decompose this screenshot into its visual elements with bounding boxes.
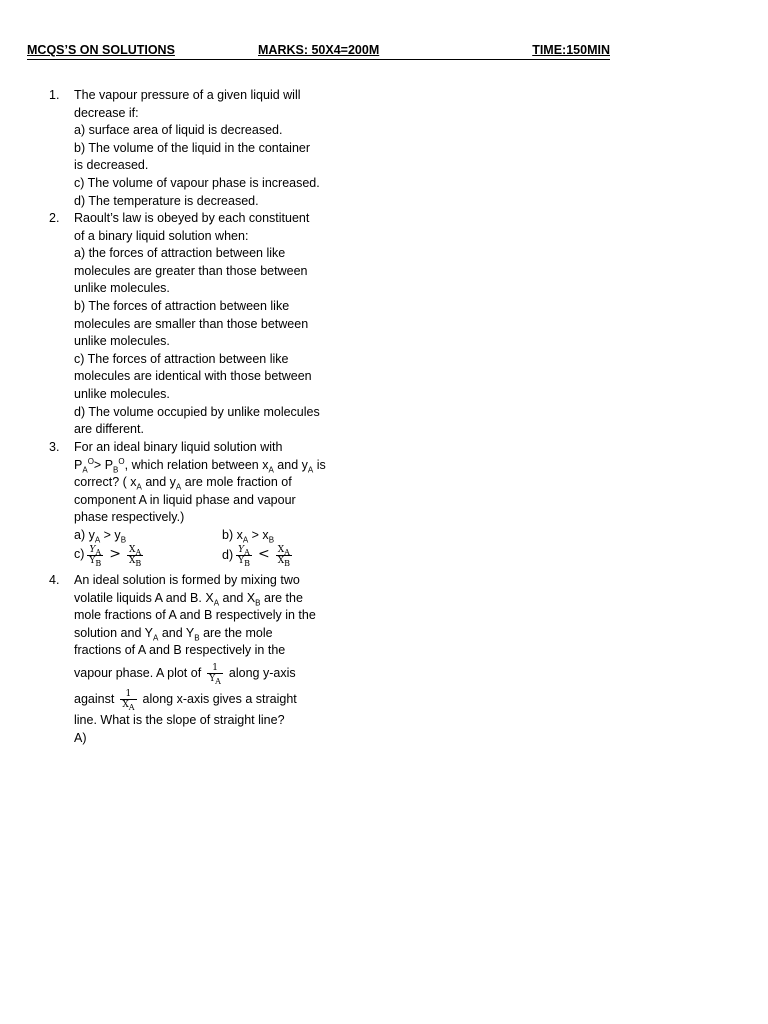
question-number: 2. (49, 211, 60, 225)
question-body (74, 210, 349, 439)
option-d: d) $\frac{Y_A}{Y_B}$ < $\frac{X_A}{X_B}$ (222, 544, 291, 568)
question-line: Raoult’s law is obeyed by each constituent (74, 211, 310, 225)
question-line: The vapour pressure of a given liquid will (74, 88, 301, 102)
option-b-cont: molecules are smaller than those between (74, 316, 309, 331)
question-body (74, 439, 349, 571)
option-d: d) The temperature is decreased. (74, 193, 259, 208)
option-b: b) $x_A > x_B$ (222, 527, 275, 545)
question-line: mole fractions of A and B respectively in the (74, 608, 316, 623)
option-d: d) The volume occupied by unlike molecules (74, 404, 320, 419)
exam-header (27, 43, 610, 60)
option-c: c) $\frac{Y_A}{Y_B}$ > $\frac{X_A}{X_B}$ (74, 544, 142, 568)
option-a: a) the forces of attraction between like (74, 246, 286, 261)
question-line: component A in liquid phase and vapour (74, 492, 296, 507)
question-line: line. What is the slope of straight line? (74, 712, 285, 727)
option-b: b) The forces of attraction between like (74, 298, 290, 313)
options-ab (74, 527, 349, 545)
question-line: phase respectively.) (74, 510, 185, 525)
option-b-cont: is decreased. (74, 158, 149, 173)
option-b: b) The volume of the liquid in the container (74, 140, 311, 155)
option-a: a) $y_A > y_B$ (74, 527, 127, 545)
option-a-cont: molecules are greater than those between (74, 263, 308, 278)
question-line: decrease if: (74, 105, 139, 120)
exam-marks: MARKS: 50X4=200M (258, 43, 380, 57)
option-c: c) The volume of vapour phase is increased. (74, 175, 320, 190)
question-number: 4. (49, 573, 60, 587)
option-b-cont: unlike molecules. (74, 334, 170, 349)
option-a-cont: unlike molecules. (74, 281, 170, 296)
question-line: For an ideal binary liquid solution with (74, 440, 283, 454)
question-line: solution and $Y_A$ and $Y_B$ are the mole (74, 625, 273, 643)
question-line: vapour phase. A plot of $\frac{1}{Y_A}$ along y-axis (74, 663, 296, 686)
options-cd (74, 545, 349, 571)
question-body (74, 87, 349, 210)
question-line: of a binary liquid solution when: (74, 228, 249, 243)
question-number: 3. (49, 440, 60, 454)
option-a: a) surface area of liquid is decreased. (74, 123, 283, 138)
option-c: c) The forces of attraction between like (74, 351, 289, 366)
option-c-cont: molecules are identical with those between (74, 369, 312, 384)
question-line: correct? ( $x_A$ and $y_A$ are mole fraction of (74, 475, 292, 492)
question-line: volatile liquids A and B. $X_A$ and $X_B$ are the (74, 590, 303, 608)
question-line: fractions of A and B respectively in the (74, 643, 286, 658)
option-a: A) (74, 730, 87, 745)
question-number: 1. (49, 88, 60, 102)
option-d-cont: are different. (74, 422, 144, 437)
question-line: against $\frac{1}{X_A}$ along x-axis gives a straight (74, 689, 297, 712)
question-body (74, 572, 349, 747)
question-line: $P_A^O> P_B^O$, which relation between $x_A$ and $y_A$ is (74, 456, 326, 475)
option-c-cont: unlike molecules. (74, 386, 170, 401)
question-line: An ideal solution is formed by mixing two (74, 573, 300, 587)
exam-title: MCQS’S ON SOLUTIONS (27, 43, 175, 57)
exam-time: TIME:150MIN (532, 43, 610, 57)
